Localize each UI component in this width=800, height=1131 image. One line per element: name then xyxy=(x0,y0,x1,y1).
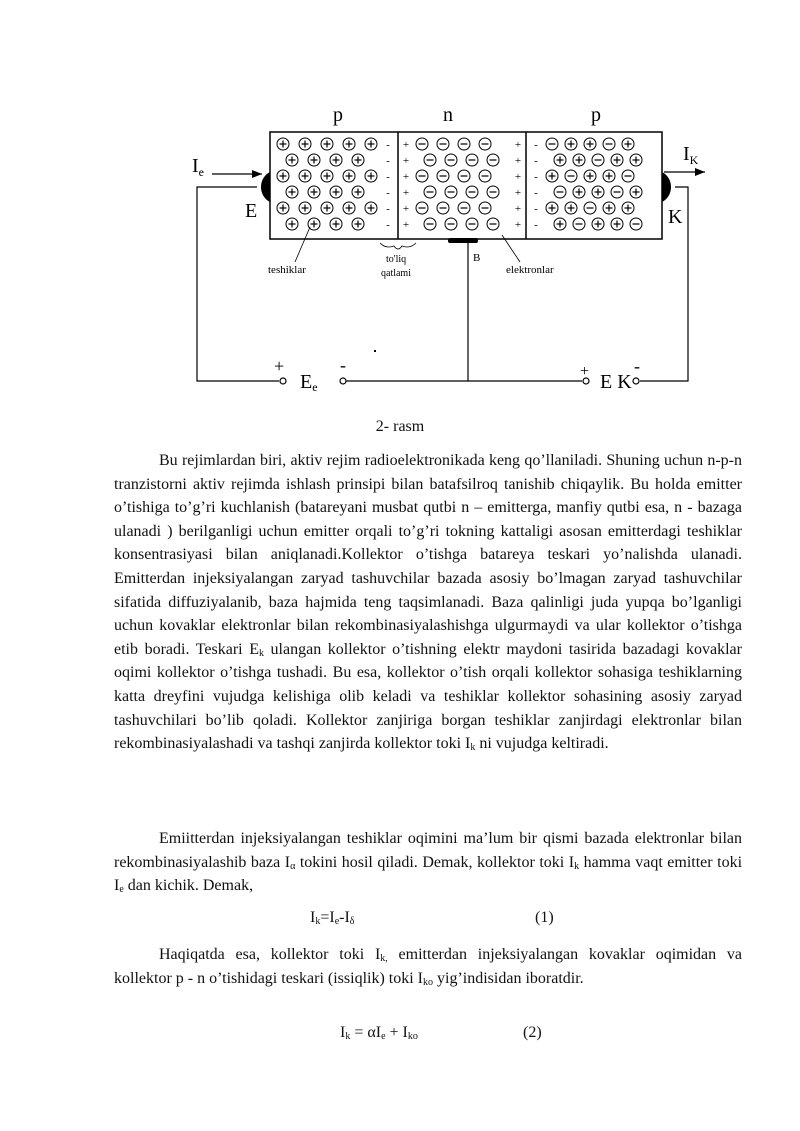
emitter-terminal-label: E xyxy=(245,200,258,222)
label-qatlami: qatlami xyxy=(381,268,411,279)
fixed-charge-sign: - xyxy=(386,155,390,167)
fixed-charge-sign: - xyxy=(534,187,538,199)
fixed-charge-sign: + xyxy=(402,171,410,183)
fixed-charge-sign: - xyxy=(386,219,390,231)
fixed-charge-sign: + xyxy=(514,155,522,167)
label-p-right: p xyxy=(591,104,601,126)
fixed-charge-sign: + xyxy=(514,187,522,199)
equation-1: $I_k=I_e-I_\delta$ xyxy=(310,909,355,927)
battery-ek-plus: + xyxy=(580,363,590,380)
fixed-charge-sign: - xyxy=(534,203,538,215)
battery-ee-label: Ee xyxy=(300,371,318,394)
fixed-charge-sign: + xyxy=(402,139,410,151)
emitter-current-label: $I_e$ xyxy=(192,155,204,179)
battery-ee-plus: + xyxy=(274,356,285,376)
fixed-charge-sign: - xyxy=(534,219,538,231)
battery-ek-label: E K xyxy=(600,371,632,393)
figure-caption: 2- rasm xyxy=(375,418,425,435)
fixed-charge-sign: - xyxy=(386,139,390,151)
label-p-left: p xyxy=(333,104,343,126)
equation-2-number: (2) xyxy=(523,1024,542,1041)
fixed-charge-sign: + xyxy=(402,203,410,215)
equation-1-number: (1) xyxy=(535,909,554,926)
paragraph-3: Haqiqatda esa, kollektor toki $I_{k,}$ emitterdan injeksiyalangan kovaklar oqimidan va kollektor p - n o’tishidagi teskari (issiqlik) toki $I_{ko}$ yig’indisidan iboratdir. xyxy=(114,946,743,988)
fixed-charge-sign: - xyxy=(386,187,390,199)
collector-current-label: $I_K$ xyxy=(683,143,699,167)
label-base: B xyxy=(473,252,481,264)
collector-electrode xyxy=(662,172,671,202)
battery-ek-minus: - xyxy=(634,356,640,376)
fixed-charge-sign: + xyxy=(514,171,522,183)
paragraph-2: Emiitterdan injeksiyalangan teshiklar oqimini ma’lum bir qismi bazada elektronlar bilan rekombinasiyalashib baza $I_\alpha$ tokini hosil qiladi. Demak, kollektor toki $I_k$ hamma vaqt emitter toki $I_e$ dan kichik. Demak, xyxy=(114,830,743,896)
battery-ee-minus: - xyxy=(340,355,346,375)
label-teshiklar: teshiklar xyxy=(268,264,306,276)
base-electrode xyxy=(448,238,478,243)
transistor-diagram xyxy=(150,100,710,400)
collector-arrow-head-icon xyxy=(695,168,705,176)
emitter-arrow-head-icon xyxy=(252,170,262,178)
fixed-charge-sign: - xyxy=(386,171,390,183)
charge-carriers xyxy=(277,138,642,231)
fixed-charge-sign: - xyxy=(386,203,390,215)
fixed-charge-sign: - xyxy=(534,139,538,151)
collector-terminal-label: K xyxy=(668,206,683,228)
label-toliq: to'liq xyxy=(386,254,407,265)
emitter-circuit-wire xyxy=(197,187,279,381)
emitter-electrode xyxy=(261,172,270,202)
label-elektronlar: elektronlar xyxy=(506,264,554,276)
fixed-charge-sign: - xyxy=(534,171,538,183)
depletion-brace xyxy=(380,243,416,249)
fixed-charge-sign: + xyxy=(402,155,410,167)
fixed-charge-sign: - xyxy=(534,155,538,167)
fixed-charge-sign: + xyxy=(514,203,522,215)
fixed-charge-sign: + xyxy=(402,219,410,231)
fixed-charge-sign: + xyxy=(514,219,522,231)
fixed-charge-sign: + xyxy=(402,187,410,199)
label-n: n xyxy=(443,104,453,126)
equation-2: $I_k = \alpha I_e + I_{ko}$ xyxy=(340,1024,418,1042)
fixed-charge-sign: + xyxy=(514,139,522,151)
paragraph-1: Bu rejimlardan biri, aktiv rejim radioelektronikada keng qo’llaniladi. Shuning uchun n-p-n tranzistorni aktiv rejimda ishlash prinsipi bilan batafsilroq tanishib chiqaylik. Bu holda emitter o’tishiga to’g’ri kuchlanish (batareyani musbat qutbi n – emitterga, manfiy qutbi esa, n - bazaga ulanadi ) berilganligi uchun emitter orqali to’g’ri tokning kattaligi asosan emitterdagi teshiklar konsentrasiyasi bilan aniqlanadi.Kollektor o’tishga batareya teskari yo’nalishda ulanadi. Emitterdan injeksiyalangan zaryad tashuvchilar bazada asosiy bo’lmagan zaryad tashuvchilar sifatida diffuziyalanib, baza hajmida teng taqsimlanadi. Baza qalinligi juda yupqa bo’lganligi uchun kovaklar elektronlar bilan rekombinasiyalashishga ulgurmaydi va ular kollektor o’tishga etib boradi. Teskari $E_k$ ulangan kollektor o’tishning elektr maydoni tasirida bazadagi kovaklar oqimi kollektor o’tishga tushadi. Bu esa, kollektor o’tish orqali kollektor sohasiga teshiklarning katta dreyfini vujudga kelishiga olib keladi va teshiklar kollektor sohasining asosiy zaryad tashuvchilari bo’lib qoladi. Kollektor zanjiriga borgan teshiklar zanjirdagi elektronlar bilan rekombinasiyalashadi va tashqi zanjirda kollektor toki $I_k$ ni vujudga keltiradi. xyxy=(114,452,742,754)
